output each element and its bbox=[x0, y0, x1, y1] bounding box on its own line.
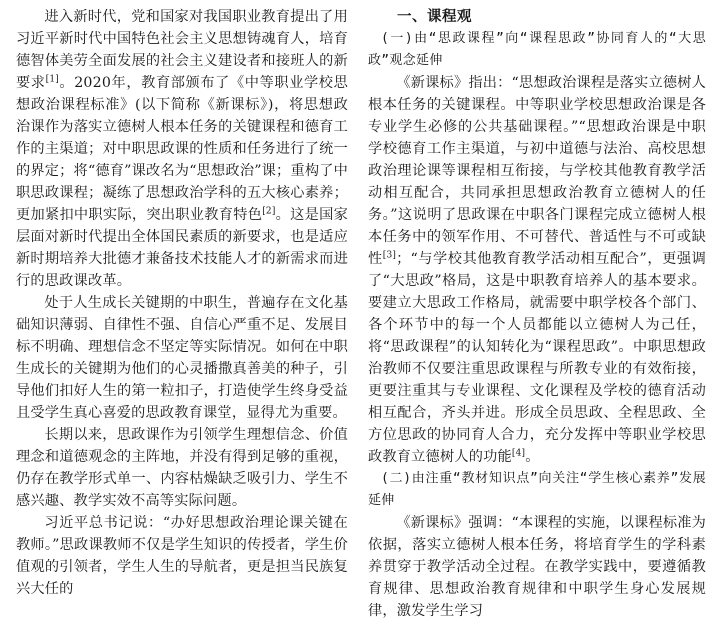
subsection-heading: (一)由“思政课程”向“课程思政”协同育人的“大思政”观念延伸 bbox=[368, 31, 706, 68]
paragraph-text: 。2020年，教育部颁布了《中等职业学校思想政治课程标准》(以下简称《新课标》)，将思想政治课作为落实立德树人根本任务的关键课程和德育工作的主渠道；对中职思政课的性质和任务进行了统一的界定；将“德育”课改名为“思想政治”课；重构了中职思政课程；凝练了思想政治学科的五大核心素养；更加紧扣中职实际，突出职业教育特色 bbox=[16, 75, 349, 223]
subsection-heading: (二)由注重“教材知识点”向关注“学生核心素养”发展延伸 bbox=[368, 471, 706, 508]
paragraph: 长期以来，思政课作为引领学生理想信念、价值理念和道德观念的主阵地，并没有得到足够的重视，仍存在教学形式单一、内容枯燥缺乏吸引力、学生不感兴趣、教学实效不高等实际问题。 bbox=[16, 427, 348, 509]
paragraph-text: 。 bbox=[525, 449, 540, 465]
section-heading: 一、课程观 bbox=[397, 8, 472, 25]
paragraph: 习近平总书记说：“办好思想政治理论课关键在教师。”思政课教师不仅是学生知识的传授者，学生价值观的引领者，学生人生的导航者，更是担当民族复兴大任的 bbox=[16, 515, 348, 597]
citation-ref: [4] bbox=[511, 448, 526, 459]
paragraph-text: ；“与学校其他教育教学活动相互配合”，更强调了“大思政”格局，这是中职教育培养人的基本要求。要建立大思政工作格局，就需要中职学校各个部门、各个环节中的每一个人员都能以立德树人为己任，将“思政课程”的认知转化为“课程思政”。中职思想政治教师不仅要注重思政课程与所教专业的有效衔接，更要注重其与专业课程、文化课程及学校的德育活动相互配合，齐头并进。形成全员思政、全程思政、全方位思政的协同育人合力，充分发挥中等职业学校思政教育立德树人的功能 bbox=[368, 251, 706, 465]
paragraph-text: 。这是国家层面对新时代提出全体国民素质的新要求，也是适应新时期培养大批德才兼备技术技能人才的新需求而进行的思政课改革。 bbox=[16, 207, 348, 289]
paragraph-text: 《新课标》指出：“思想政治课程是落实立德树人根本任务的关键课程。中等职业学校思想政治课是各专业学生必修的公共基础课程。”“思想政治课是中职学校德育工作主渠道，与初中道德与法治、高校思想政治理论课等课程相互衔接，与学校其他教育教学活动相互配合，共同承担思想政治教育立德树人的任务。”这说明了思政课在中职各门课程完成立德树人根本任务中的领军作用、不可替代、普适性与不可或缺性 bbox=[368, 75, 706, 267]
paragraph-text: 进入新时代，党和国家对我国职业教育提出了用习近平新时代中国特色社会主义思想铸魂育人，培育德智体美劳全面发展的社会主义建设者和接班人的新要求 bbox=[16, 9, 348, 91]
paragraph bbox=[16, 6, 348, 292]
citation-ref: [3] bbox=[382, 250, 397, 261]
paragraph: 《新课标》强调：“本课程的实施，以课程标准为依据，落实立德树人根本任务，将培育学生的学科素养贯穿于教学活动全过程。在教学实践中，要遵循教育规律、思想政治教育规律和中职学生身心发展规律，激发学生学习 bbox=[368, 515, 706, 619]
paragraph bbox=[368, 72, 706, 468]
citation-ref: [1] bbox=[45, 74, 59, 85]
citation-ref: [2] bbox=[262, 206, 276, 217]
right-column bbox=[368, 6, 706, 622]
paragraph: 处于人生成长关键期的中职生，普遍存在文化基础知识薄弱、自律性不强、自信心严重不足、发展目标不明确、理想信念不坚定等实际情况。如何在中职生成长的关键期为他们的心灵播撒真善美的种子，引导他们扣好人生的第一粒扣子，打造使学生终身受益且受学生真心喜爱的思政教育课堂，显得尤为重要。 bbox=[16, 295, 348, 421]
left-column bbox=[16, 6, 348, 600]
